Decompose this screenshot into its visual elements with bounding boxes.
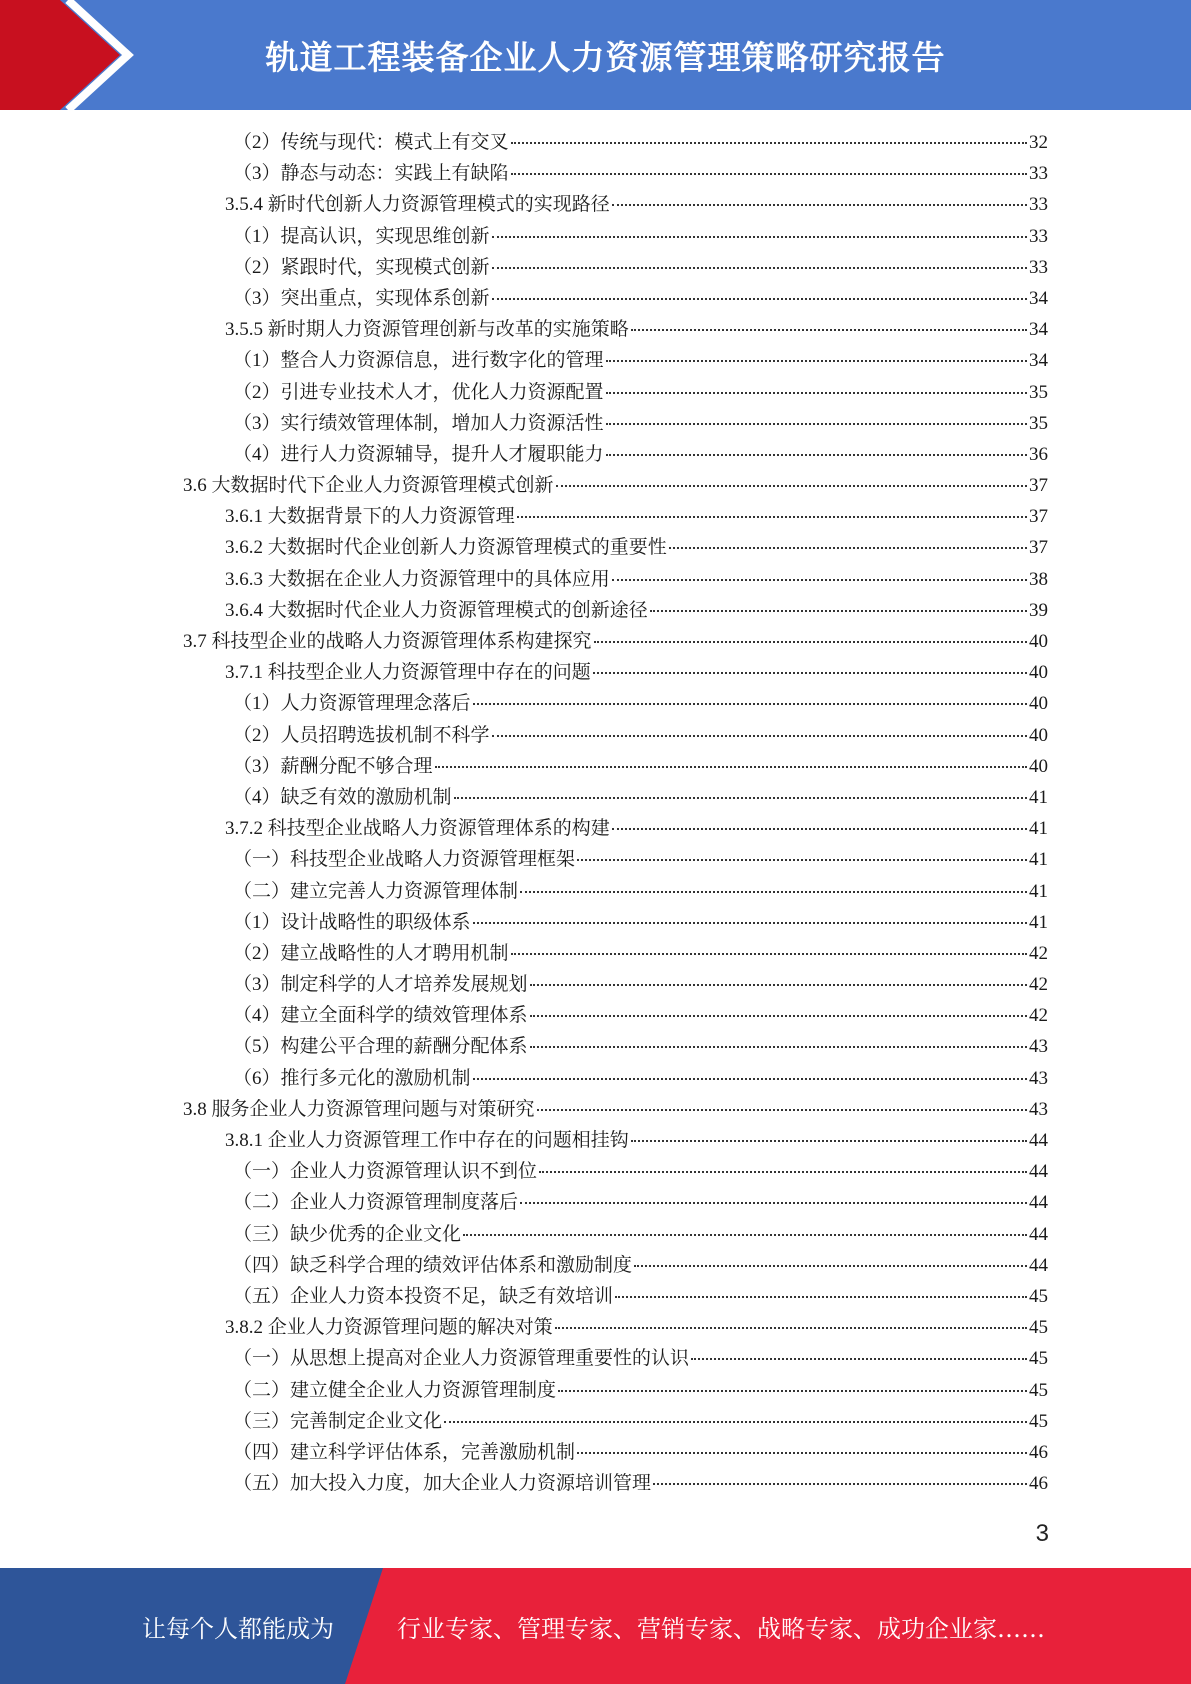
toc-entry-title: （4）进行人力资源辅导，提升人才履职能力 [233,443,604,465]
toc-entry[interactable] [0,1468,1191,1499]
toc-entry-title: （2）引进专业技术人才，优化人力资源配置 [233,381,604,403]
toc-entry[interactable] [0,564,1191,595]
toc-entry-title: 3.6.1 大数据背景下的人力资源管理 [225,506,515,528]
toc-entry-page: 35 [1029,412,1048,434]
toc-entry-page: 40 [1029,693,1048,715]
toc-entry-page: 44 [1029,1223,1048,1245]
toc-entry[interactable] [0,1343,1191,1374]
toc-entry[interactable] [0,1406,1191,1437]
footer-slogan-right: 行业专家、管理专家、营销专家、战略专家、成功企业家…… [397,1614,1045,1643]
dot-leader [612,578,1027,581]
dot-leader [530,983,1027,986]
toc-entry[interactable] [0,688,1191,719]
dot-leader [530,1014,1027,1017]
toc-entry[interactable] [0,408,1191,439]
toc-entry-page: 34 [1029,287,1048,309]
toc-entry[interactable] [0,158,1191,189]
toc-entry-title: （五）加大投入力度，加大企业人力资源培训管理 [233,1473,652,1495]
toc-entry[interactable] [0,1156,1191,1187]
toc-entry-title: （3）静态与动态：实践上有缺陷 [233,163,509,185]
toc-entry-title: （1）提高认识，实现思维创新 [233,225,490,247]
dot-leader [463,1233,1027,1236]
toc-entry-page: 44 [1029,1130,1048,1151]
dot-leader [594,640,1027,643]
toc-entry[interactable] [0,720,1191,751]
dot-leader [511,141,1027,144]
toc-entry-page: 40 [1029,662,1048,684]
dot-leader [492,734,1027,737]
toc-entry[interactable] [0,127,1191,158]
toc-entry[interactable] [0,1375,1191,1406]
dot-leader [593,671,1027,674]
toc-entry-title: （1）人力资源管理理念落后 [233,693,471,715]
toc-entry[interactable] [0,907,1191,938]
dot-leader [537,1108,1027,1111]
toc-entry-page: 41 [1029,880,1048,902]
footer-slogan-left: 让每个人都能成为 [142,1614,334,1643]
dot-leader [577,858,1027,861]
toc-entry-page: 46 [1029,1441,1048,1463]
toc-entry[interactable] [0,813,1191,844]
dot-leader [511,172,1027,175]
dot-leader [615,1295,1027,1298]
toc-entry[interactable] [0,345,1191,376]
dot-leader [473,702,1027,705]
toc-entry[interactable] [0,938,1191,969]
toc-entry-page: 44 [1029,1192,1048,1214]
toc-entry-title: （4）缺乏有效的激励机制 [233,786,452,808]
toc-entry-title: 3.8 服务企业人力资源管理问题与对策研究 [183,1098,535,1120]
dot-leader [492,235,1027,238]
toc-entry-page: 42 [1029,974,1048,996]
toc-entry[interactable] [0,1094,1191,1125]
toc-entry-title: （3）突出重点，实现体系创新 [233,287,490,309]
toc-entry-title: （三）完善制定企业文化 [233,1410,443,1432]
toc-entry-title: （5）构建公平合理的薪酬分配体系 [233,1036,528,1058]
toc-entry-title: （3）实行绩效管理体制，增加人力资源活性 [233,412,604,434]
dot-leader [454,796,1027,799]
toc-entry[interactable] [0,876,1191,907]
toc-entry-title: （四）建立科学评估体系，完善激励机制 [233,1441,576,1463]
toc-entry[interactable] [0,844,1191,875]
toc-entry-page: 44 [1029,1254,1048,1276]
toc-entry[interactable] [0,439,1191,470]
dot-leader [669,546,1027,549]
toc-entry[interactable] [0,751,1191,782]
toc-entry-page: 33 [1029,194,1048,216]
dot-leader [606,359,1027,362]
toc-entry[interactable] [0,782,1191,813]
toc-entry-title: （3）制定科学的人才培养发展规划 [233,974,528,996]
dot-leader [606,391,1027,394]
dot-leader [492,297,1027,300]
toc-entry-title: （6）推行多元化的激励机制 [233,1067,471,1089]
toc-entry[interactable] [0,969,1191,1000]
toc-entry-page: 41 [1029,911,1048,933]
toc-entry[interactable] [0,501,1191,532]
dot-leader [606,422,1027,425]
toc-entry-title: 3.6 大数据时代下企业人力资源管理模式创新 [183,475,554,497]
toc-entry[interactable] [0,1187,1191,1218]
dot-leader [631,1139,1027,1142]
toc-entry-page: 45 [1029,1348,1048,1370]
toc-entry[interactable] [0,1063,1191,1094]
toc-entry[interactable] [0,252,1191,283]
dot-leader [650,609,1027,612]
table-of-contents [0,127,1191,1499]
toc-entry-page: 32 [1029,132,1048,153]
toc-entry-title: 3.6.2 大数据时代企业创新人力资源管理模式的重要性 [225,537,667,559]
toc-entry-page: 45 [1029,1410,1048,1432]
toc-entry-page: 35 [1029,381,1048,403]
toc-entry-page: 42 [1029,942,1048,964]
toc-entry-page: 41 [1029,849,1048,871]
toc-entry-title: 3.7.2 科技型企业战略人力资源管理体系的构建 [225,818,610,840]
toc-entry-title: （3）薪酬分配不够合理 [233,755,433,777]
toc-entry[interactable] [0,595,1191,626]
toc-entry-title: 3.5.4 新时代创新人力资源管理模式的实现路径 [225,194,610,216]
toc-entry-title: 3.6.4 大数据时代企业人力资源管理模式的创新途径 [225,599,648,621]
dot-leader [634,1264,1027,1267]
toc-entry-title: （五）企业人力资本投资不足，缺乏有效培训 [233,1285,614,1307]
toc-entry-page: 43 [1029,1067,1048,1089]
toc-entry[interactable] [0,377,1191,408]
toc-entry[interactable] [0,1219,1191,1250]
toc-entry[interactable] [0,1281,1191,1312]
dot-leader [520,1201,1027,1204]
dot-leader [555,1326,1027,1329]
toc-entry[interactable] [0,1031,1191,1062]
toc-entry-page: 40 [1029,631,1048,652]
toc-entry-page: 42 [1029,1005,1048,1027]
toc-entry-page: 33 [1029,225,1048,247]
dot-leader [691,1357,1027,1360]
dot-leader [606,453,1027,456]
toc-entry-page: 45 [1029,1379,1048,1401]
toc-entry-title: （2）紧跟时代，实现模式创新 [233,256,490,278]
toc-entry-title: 3.8.2 企业人力资源管理问题的解决对策 [225,1317,553,1339]
page-footer [0,1568,1191,1684]
toc-entry-title: （4）建立全面科学的绩效管理体系 [233,1005,528,1027]
toc-entry[interactable] [0,189,1191,220]
dot-leader [511,952,1027,955]
toc-entry-title: （2）人员招聘选拔机制不科学 [233,724,490,746]
toc-entry[interactable] [0,1437,1191,1468]
toc-entry[interactable] [0,1250,1191,1281]
dot-leader [473,1077,1027,1080]
toc-entry-page: 38 [1029,568,1048,590]
toc-entry-page: 40 [1029,755,1048,777]
dot-leader [653,1482,1027,1485]
toc-entry-title: （2）建立战略性的人才聘用机制 [233,942,509,964]
toc-entry-page: 39 [1029,599,1048,621]
report-title: 轨道工程装备企业人力资源管理策略研究报告 [265,37,946,77]
dot-leader [492,266,1027,269]
toc-entry-title: （1）整合人力资源信息，进行数字化的管理 [233,350,604,372]
toc-entry-title: 3.7.1 科技型企业人力资源管理中存在的问题 [225,662,591,684]
toc-entry-title: （2）传统与现代：模式上有交叉 [233,132,509,153]
toc-entry-page: 43 [1029,1036,1048,1058]
toc-entry-title: （四）缺乏科学合理的绩效评估体系和激励制度 [233,1254,633,1276]
toc-entry[interactable] [0,626,1191,657]
toc-entry-title: 3.6.3 大数据在企业人力资源管理中的具体应用 [225,568,610,590]
toc-entry-title: （一）科技型企业战略人力资源管理框架 [233,849,576,871]
toc-entry-page: 43 [1029,1098,1048,1120]
dot-leader [577,1451,1027,1454]
dot-leader [435,765,1027,768]
toc-entry-page: 34 [1029,350,1048,372]
toc-entry-title: （三）缺少优秀的企业文化 [233,1223,462,1245]
toc-entry-title: （一）从思想上提高对企业人力资源管理重要性的认识 [233,1348,690,1370]
toc-entry[interactable] [0,657,1191,688]
dot-leader [539,1170,1027,1173]
toc-entry-title: 3.5.5 新时期人力资源管理创新与改革的实施策略 [225,319,629,341]
dot-leader [612,203,1027,206]
toc-entry-page: 36 [1029,443,1048,465]
toc-entry[interactable] [0,1000,1191,1031]
dot-leader [444,1420,1027,1423]
toc-entry[interactable] [0,1125,1191,1156]
toc-entry-page: 41 [1029,818,1048,840]
toc-entry[interactable] [0,470,1191,501]
toc-entry-title: （二）建立健全企业人力资源管理制度 [233,1379,557,1401]
toc-entry[interactable] [0,283,1191,314]
toc-entry-page: 33 [1029,256,1048,278]
toc-entry-page: 44 [1029,1161,1048,1183]
toc-entry-title: 3.7 科技型企业的战略人力资源管理体系构建探究 [183,631,592,652]
dot-leader [612,827,1027,830]
toc-entry[interactable] [0,314,1191,345]
toc-entry[interactable] [0,1312,1191,1343]
page-header [0,0,1191,110]
toc-entry[interactable] [0,532,1191,563]
toc-entry-page: 40 [1029,724,1048,746]
toc-entry-page: 45 [1029,1285,1048,1307]
dot-leader [631,328,1027,331]
toc-entry-page: 34 [1029,319,1048,341]
toc-entry-page: 37 [1029,537,1048,559]
page-number: 3 [1035,1520,1049,1547]
toc-entry-title: （1）设计战略性的职级体系 [233,911,471,933]
dot-leader [473,921,1027,924]
toc-entry-page: 33 [1029,163,1048,185]
toc-entry-page: 45 [1029,1317,1048,1339]
dot-leader [558,1389,1027,1392]
toc-entry-page: 37 [1029,475,1048,497]
dot-leader [520,890,1027,893]
toc-entry-title: 3.8.1 企业人力资源管理工作中存在的问题相挂钩 [225,1130,629,1151]
toc-entry-page: 37 [1029,506,1048,528]
toc-entry-title: （二）建立完善人力资源管理体制 [233,880,519,902]
toc-entry[interactable] [0,221,1191,252]
dot-leader [556,484,1027,487]
dot-leader [530,1045,1027,1048]
toc-entry-page: 46 [1029,1473,1048,1495]
toc-entry-title: （二）企业人力资源管理制度落后 [233,1192,519,1214]
toc-entry-title: （一）企业人力资源管理认识不到位 [233,1161,538,1183]
toc-entry-page: 41 [1029,786,1048,808]
dot-leader [517,515,1027,518]
